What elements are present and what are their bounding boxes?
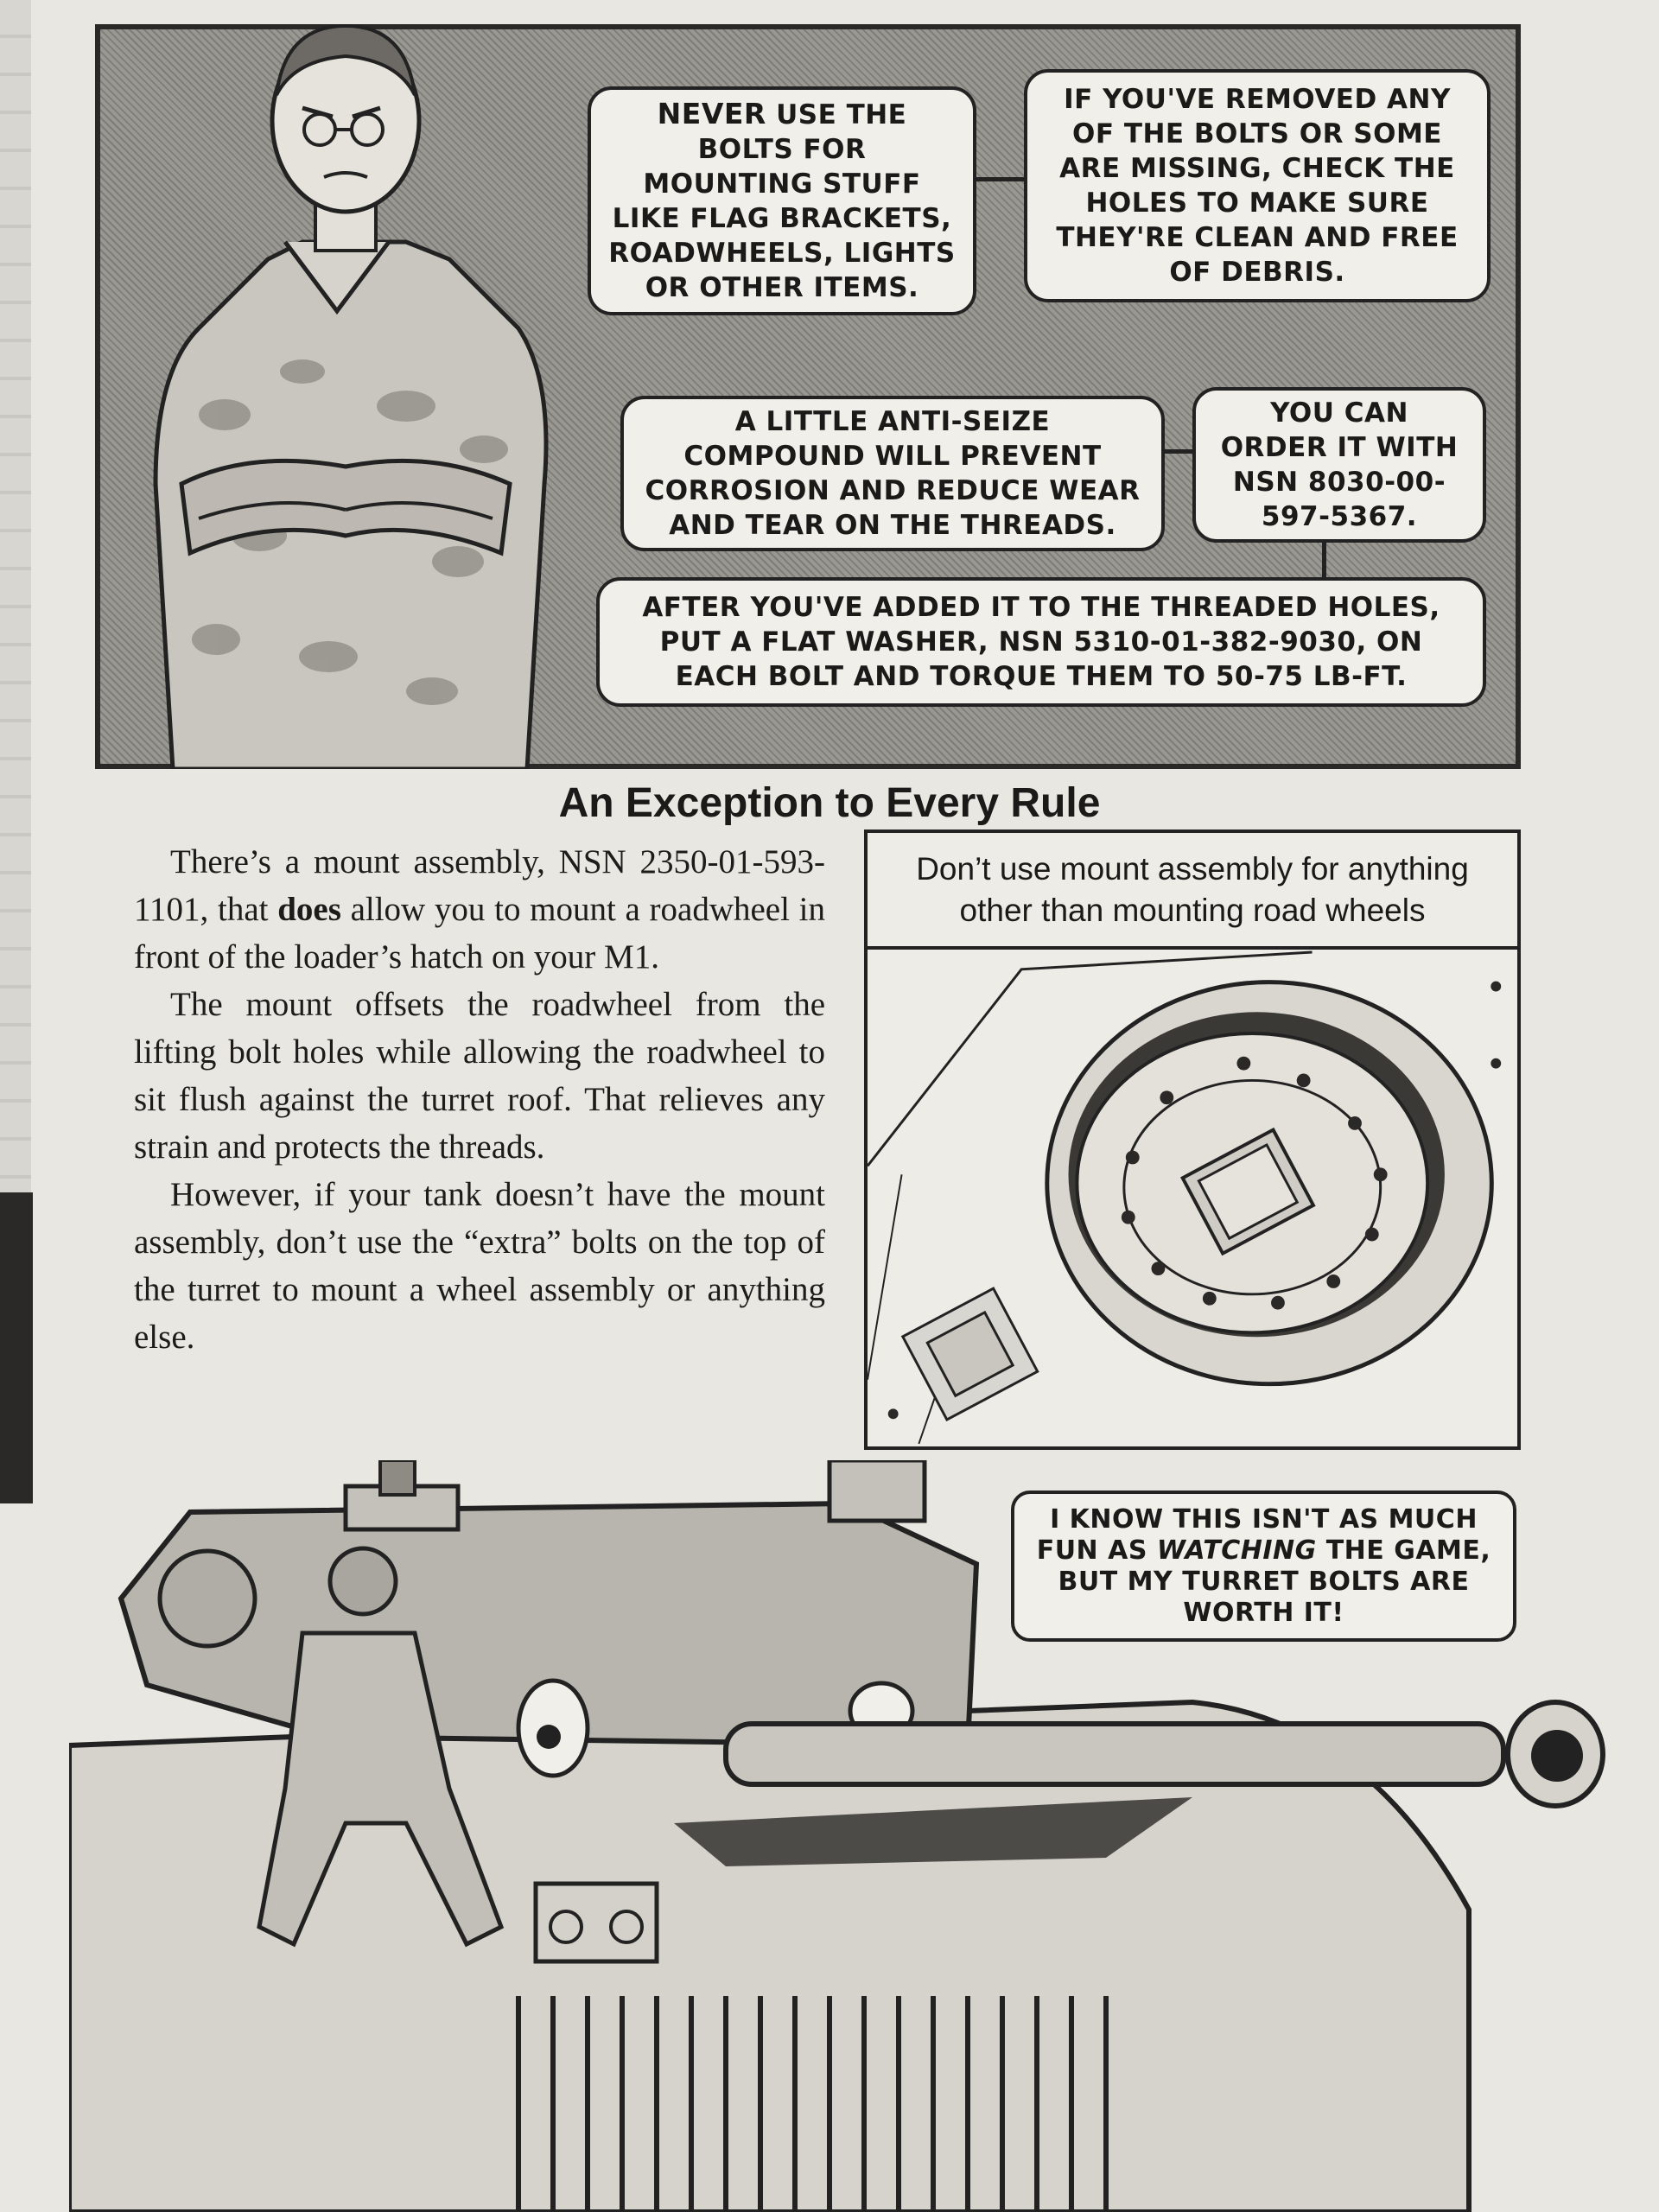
bubble-connector	[1163, 449, 1194, 454]
bubble-connector	[975, 177, 1027, 181]
bubble-text: USE THE BOLTS FOR MOUNTING STUFF LIKE FLAG BRACKETS, ROADWHEELS, LIGHTS OR OTHER ITEMS.	[608, 99, 956, 303]
bubble-connector	[1322, 541, 1326, 579]
bubble-text: IF YOU'VE REMOVED ANY OF THE BOLTS OR SOME ARE MISSING, CHECK THE HOLES TO MAKE SURE THEY'RE CLEAN AND FREE OF DEBRIS.	[1056, 84, 1459, 288]
paragraph-1	[134, 838, 825, 981]
adjacent-page-shadow	[0, 1192, 33, 1503]
speech-bubble-watching-game	[1011, 1491, 1516, 1642]
article-title: An Exception to Every Rule	[558, 780, 1101, 826]
caption-text: Don’t use mount assembly for anything other than mounting road wheels	[916, 850, 1469, 928]
emphasis-text: WATCHING	[1156, 1535, 1317, 1566]
speech-bubble-flat-washer	[596, 577, 1486, 707]
emphasis-text: NEVER	[657, 97, 766, 130]
mount-assembly-illustration	[868, 950, 1517, 1446]
paragraph-text: There’s a mount assembly, NSN 2350-01-593-1101, that	[134, 843, 825, 928]
speech-bubble-never	[588, 86, 976, 315]
paragraph-text: allow you to mount a roadwheel in front of the loader’s hatch on your M1.	[134, 891, 825, 976]
speech-bubble-order-nsn	[1192, 387, 1486, 543]
bubble-text: THE GAME, BUT MY TURRET BOLTS ARE WORTH IT!	[1058, 1535, 1491, 1628]
bold-word: does	[277, 891, 341, 928]
figure-panel	[864, 830, 1521, 1450]
speech-bubble-removed-bolts	[1024, 69, 1491, 302]
paragraph-3: However, if your tank doesn’t have the mount assembly, don’t use the “extra” bolts on the top of the turret to mount a wheel assembly or anything else.	[134, 1176, 825, 1356]
speech-bubble-anti-seize	[620, 396, 1165, 551]
paragraph-2: The mount offsets the roadwheel from the lifting bolt holes while allowing the roadwheel to sit flush against the turret roof. That relieves any strain and protects the threads.	[134, 986, 825, 1166]
bubble-text: AFTER YOU'VE ADDED IT TO THE THREADED HOLES, PUT A FLAT WASHER, NSN 5310-01-382-9030, ON EACH BOLT AND TORQUE THEM TO 50-75 LB-FT.	[642, 592, 1440, 692]
article-body	[134, 838, 825, 1469]
bubble-text: I KNOW THIS ISN'T AS MUCH FUN AS	[1036, 1503, 1478, 1566]
bubble-text: A LITTLE ANTI-SEIZE COMPOUND WILL PREVENT CORROSION AND REDUCE WEAR AND TEAR ON THE THREADS.	[645, 406, 1141, 541]
sergeant-illustration	[121, 0, 553, 769]
bubble-text: YOU CAN ORDER IT WITH NSN 8030-00-597-5367.	[1220, 397, 1459, 532]
figure-caption	[868, 833, 1517, 950]
